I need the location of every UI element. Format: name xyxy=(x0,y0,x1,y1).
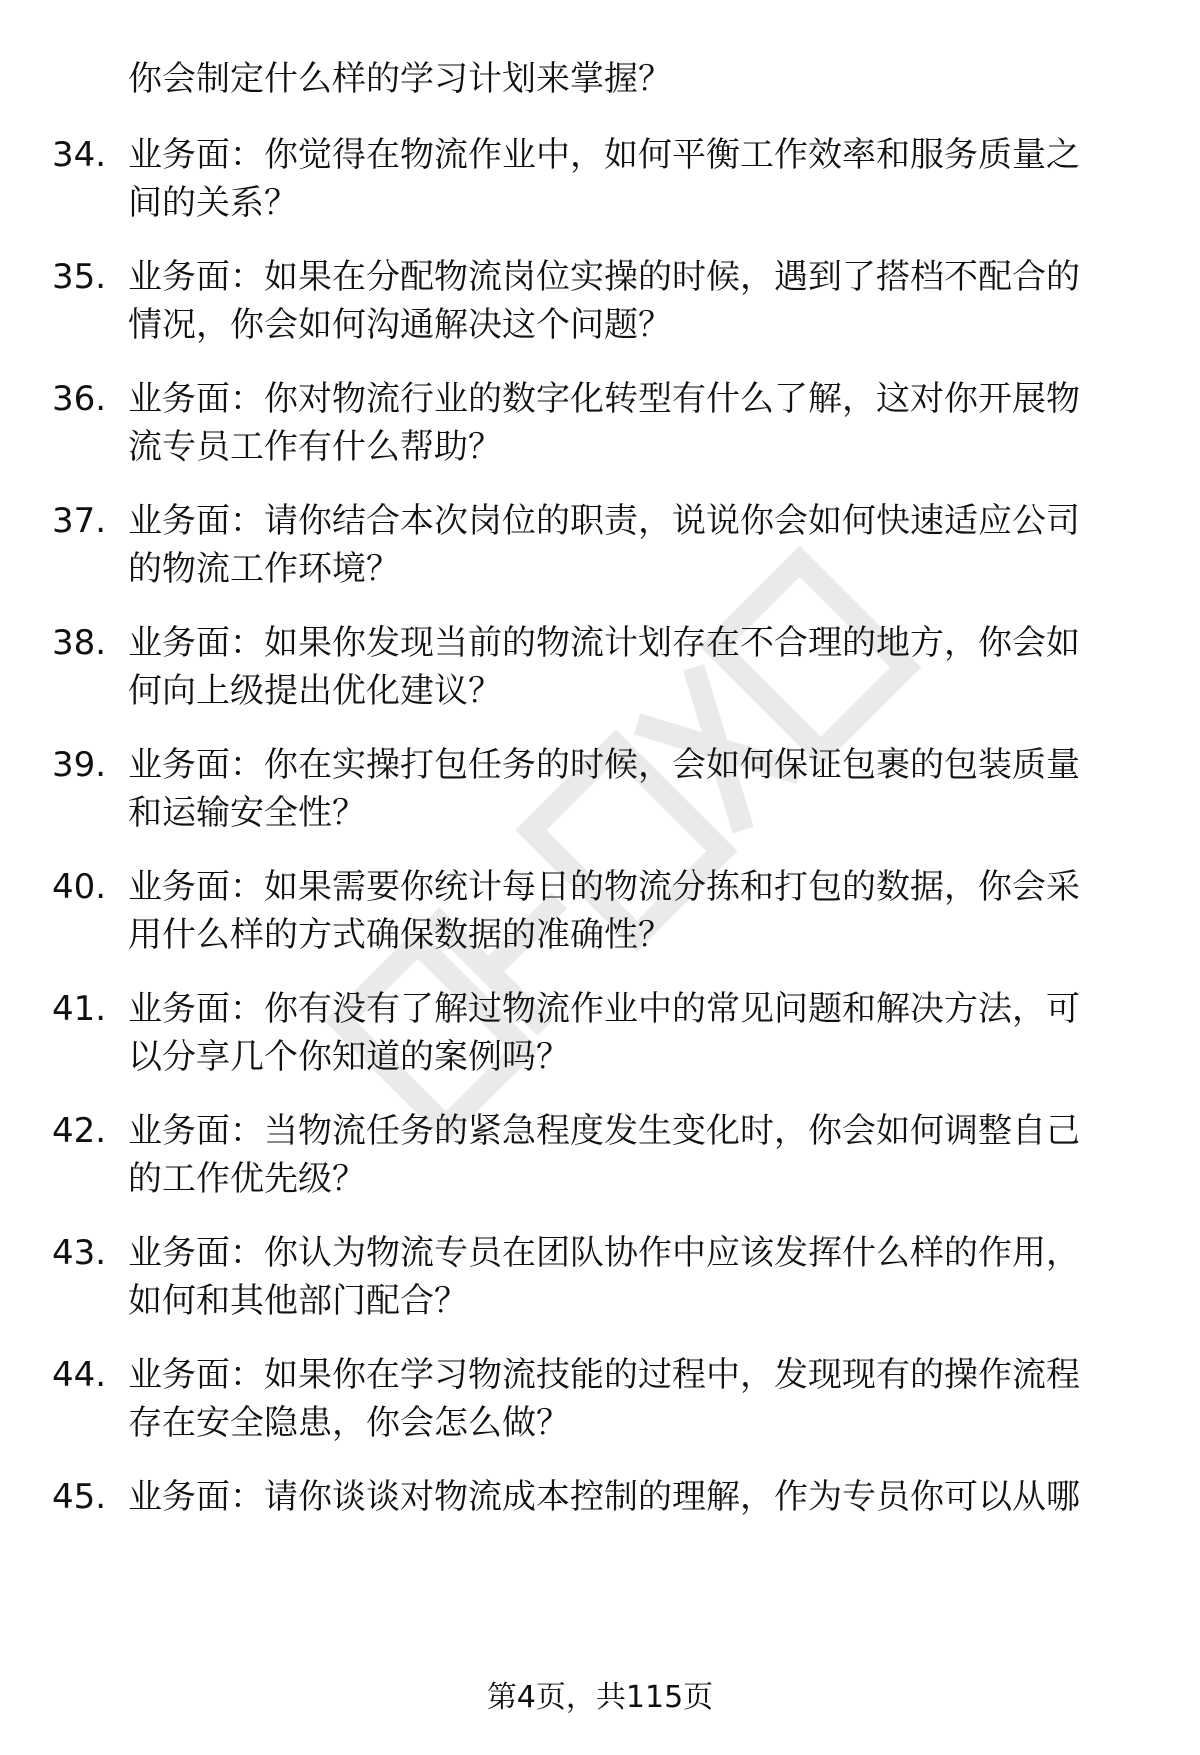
question-line: 业务面：如果你在学习物流技能的过程中，发现现有的操作流程 xyxy=(128,1355,1080,1395)
question-line: 业务面：你觉得在物流作业中，如何平衡工作效率和服务质量之 xyxy=(128,135,1080,175)
question-number: 39. xyxy=(52,745,107,785)
question-number: 44. xyxy=(52,1355,107,1395)
question-text xyxy=(128,1351,1138,1447)
question-number: 34. xyxy=(52,135,107,175)
question-line: 的工作优先级？ xyxy=(128,1159,366,1199)
question-text xyxy=(128,253,1138,349)
question-number: 43. xyxy=(52,1233,107,1273)
question-text xyxy=(128,375,1138,471)
question-line: 业务面：如果在分配物流岗位实操的时候，遇到了搭档不配合的 xyxy=(128,257,1080,297)
question-text xyxy=(128,497,1138,593)
question-line: 业务面：请你谈谈对物流成本控制的理解，作为专员你可以从哪 xyxy=(128,1477,1080,1517)
question-text xyxy=(128,1229,1138,1325)
question-line: 业务面：请你结合本次岗位的职责，说说你会如何快速适应公司 xyxy=(128,501,1080,541)
question-number: 36. xyxy=(52,379,107,419)
question-text xyxy=(128,985,1138,1081)
question-number: 42. xyxy=(52,1111,107,1151)
question-line: 如何和其他部门配合？ xyxy=(128,1281,468,1321)
question-line: 业务面：当物流任务的紧急程度发生变化时，你会如何调整自己 xyxy=(128,1111,1080,1151)
question-number: 40. xyxy=(52,867,107,907)
question-line: 何向上级提出优化建议？ xyxy=(128,671,502,711)
question-text xyxy=(128,1473,1138,1521)
question-line: 以分享几个你知道的案例吗？ xyxy=(128,1037,570,1077)
question-line: 业务面：你对物流行业的数字化转型有什么了解，这对你开展物 xyxy=(128,379,1080,419)
question-line: 的物流工作环境？ xyxy=(128,549,400,589)
question-text xyxy=(128,863,1138,959)
question-line: 业务面：你认为物流专员在团队协作中应该发挥什么样的作用， xyxy=(128,1233,1080,1273)
page-footer: 第4页，共115页 xyxy=(486,1680,714,1715)
question-line: 业务面：你在实操打包任务的时候，会如何保证包裹的包装质量 xyxy=(128,745,1080,785)
question-line: 业务面：你有没有了解过物流作业中的常见问题和解决方法，可 xyxy=(128,989,1080,1029)
question-number: 38. xyxy=(52,623,107,663)
question-number: 45. xyxy=(52,1477,107,1517)
question-line: 存在安全隐患，你会怎么做？ xyxy=(128,1403,570,1443)
question-line: 业务面：如果你发现当前的物流计划存在不合理的地方，你会如 xyxy=(128,623,1080,663)
question-line: 间的关系？ xyxy=(128,183,298,223)
question-line: 情况，你会如何沟通解决这个问题？ xyxy=(128,305,672,345)
question-line: 你会制定什么样的学习计划来掌握？ xyxy=(128,59,672,99)
question-text xyxy=(128,131,1138,227)
question-line: 流专员工作有什么帮助？ xyxy=(128,427,502,467)
question-line: 业务面：如果需要你统计每日的物流分拣和打包的数据，你会采 xyxy=(128,867,1080,907)
question-text xyxy=(128,619,1138,715)
continuation-text xyxy=(128,55,1138,103)
question-line: 和运输安全性？ xyxy=(128,793,366,833)
question-number: 35. xyxy=(52,257,107,297)
question-line: 用什么样的方式确保数据的准确性？ xyxy=(128,915,672,955)
question-number: 37. xyxy=(52,501,107,541)
question-text xyxy=(128,1107,1138,1203)
question-text xyxy=(128,741,1138,837)
question-number: 41. xyxy=(52,989,107,1029)
